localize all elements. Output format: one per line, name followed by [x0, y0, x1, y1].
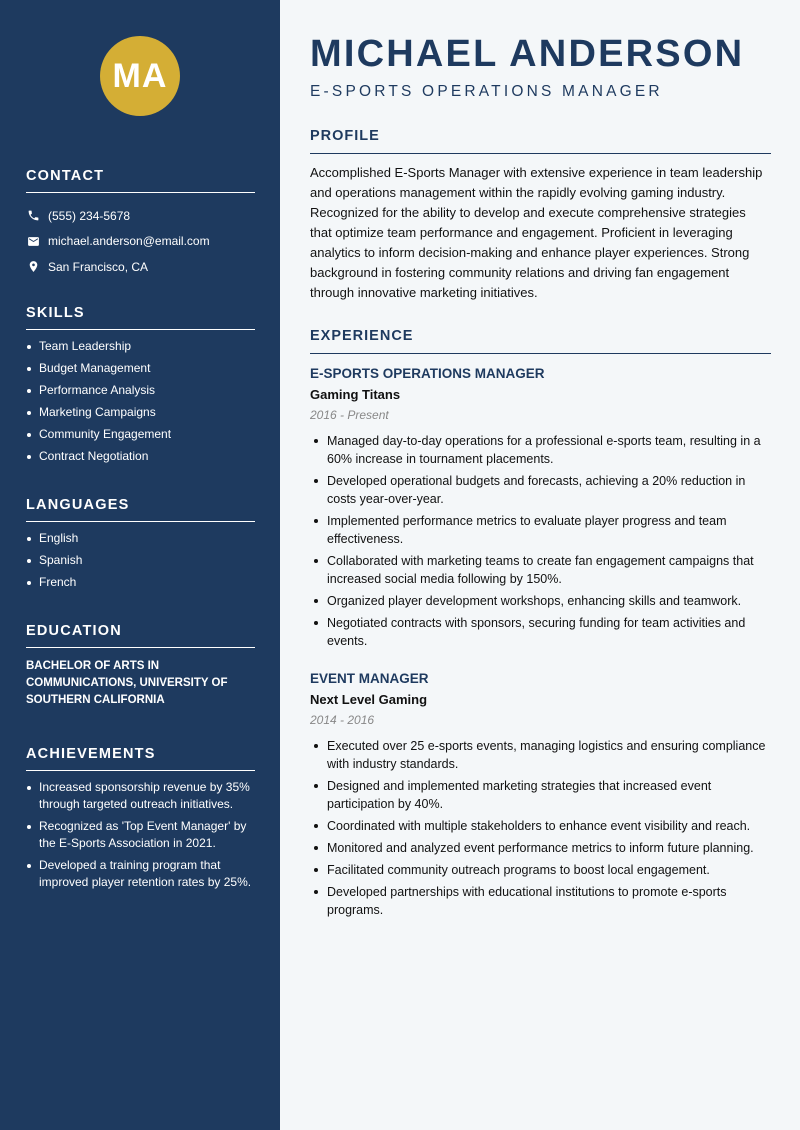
list-item: Collaborated with marketing teams to create fan engagement campaigns that increased social media following by 150%.: [310, 552, 771, 588]
list-item: Marketing Campaigns: [26, 404, 255, 421]
list-item: Team Leadership: [26, 338, 255, 355]
achievements-heading: ACHIEVEMENTS: [26, 746, 255, 771]
list-item: Executed over 25 e-sports events, managing logistics and ensuring compliance with industry standards.: [310, 737, 771, 773]
job-dates: 2014 - 2016: [310, 713, 375, 727]
location-text: San Francisco, CA: [48, 259, 149, 274]
list-item: Spanish: [26, 552, 255, 569]
sidebar: [0, 0, 280, 1130]
languages-list: [26, 530, 255, 591]
skills-list: [26, 338, 255, 465]
job-bullets: [310, 737, 771, 919]
list-item: Community Engagement: [26, 426, 255, 443]
avatar: MA: [100, 36, 180, 116]
list-item: Coordinated with multiple stakeholders to enhance event visibility and reach.: [310, 817, 771, 835]
job-role: E-SPORTS OPERATIONS MANAGER: [310, 366, 545, 381]
list-item: Contract Negotiation: [26, 448, 255, 465]
list-item: Implemented performance metrics to evaluate player progress and team effectiveness.: [310, 512, 771, 548]
job-entry: [310, 671, 771, 923]
phone-icon: [26, 209, 40, 223]
job-company: Next Level Gaming: [310, 692, 428, 707]
education-heading: EDUCATION: [26, 623, 255, 648]
contact-phone: [26, 203, 255, 229]
achievements-section: [26, 746, 255, 896]
languages-section: [26, 497, 255, 596]
job-company: Gaming Titans: [310, 387, 401, 402]
contact-list: [26, 203, 255, 280]
job-role: EVENT MANAGER: [310, 671, 429, 686]
contact-section: [26, 168, 255, 280]
list-item: Negotiated contracts with sponsors, securing funding for team activities and events.: [310, 614, 771, 650]
achievements-list: [26, 779, 255, 891]
phone-text[interactable]: (555) 234-5678: [48, 208, 131, 223]
email-text[interactable]: michael.anderson@email.com: [48, 234, 210, 249]
skills-heading: SKILLS: [26, 305, 255, 330]
list-item: French: [26, 574, 255, 591]
list-item: Monitored and analyzed event performance metrics to inform future planning.: [310, 839, 771, 857]
list-item: Developed operational budgets and forecasts, achieving a 20% reduction in costs year-over-year.: [310, 472, 771, 508]
education-section: [26, 623, 255, 709]
profile-heading: PROFILE: [310, 128, 771, 154]
candidate-name: MICHAEL ANDERSON: [310, 33, 745, 75]
languages-heading: LANGUAGES: [26, 497, 255, 522]
location-pin-icon: [26, 260, 40, 274]
list-item: Performance Analysis: [26, 382, 255, 399]
candidate-title: E-SPORTS OPERATIONS MANAGER: [310, 83, 663, 100]
contact-location: [26, 254, 255, 280]
contact-heading: CONTACT: [26, 168, 255, 193]
list-item: Organized player development workshops, enhancing skills and teamwork.: [310, 592, 771, 610]
list-item: Budget Management: [26, 360, 255, 377]
list-item: Managed day-to-day operations for a professional e-sports team, resulting in a 60% increase in tournament placements.: [310, 432, 771, 468]
list-item: Facilitated community outreach programs to boost local engagement.: [310, 861, 771, 879]
education-degree: BACHELOR OF ARTS IN COMMUNICATIONS, UNIVERSITY OF SOUTHERN CALIFORNIA: [26, 660, 228, 706]
list-item: Recognized as 'Top Event Manager' by the E-Sports Association in 2021.: [26, 818, 255, 852]
experience-heading: EXPERIENCE: [310, 328, 771, 354]
profile-text: Accomplished E-Sports Manager with extensive experience in team leadership and operations management within the rapidly evolving gaming industry. Recognized for the ability to develop and execute comprehensive strategies that optimize team performance and engagement. Proficient in leveraging analytics to inform decision-making and enhance player experiences. Strong background in fostering community relations and driving fan engagement through innovative marketing initiatives.: [310, 165, 763, 300]
list-item: English: [26, 530, 255, 547]
job-dates: 2016 - Present: [310, 408, 389, 422]
list-item: Developed a training program that improved player retention rates by 25%.: [26, 857, 255, 891]
skills-section: [26, 305, 255, 470]
job-bullets: [310, 432, 771, 650]
profile-section: [310, 128, 771, 303]
job-entry: [310, 366, 771, 654]
experience-section: [310, 328, 771, 354]
mail-icon: [26, 234, 40, 248]
list-item: Designed and implemented marketing strategies that increased event participation by 40%.: [310, 777, 771, 813]
contact-email: [26, 229, 255, 255]
list-item: Developed partnerships with educational institutions to promote e-sports programs.: [310, 883, 771, 919]
list-item: Increased sponsorship revenue by 35% through targeted outreach initiatives.: [26, 779, 255, 813]
